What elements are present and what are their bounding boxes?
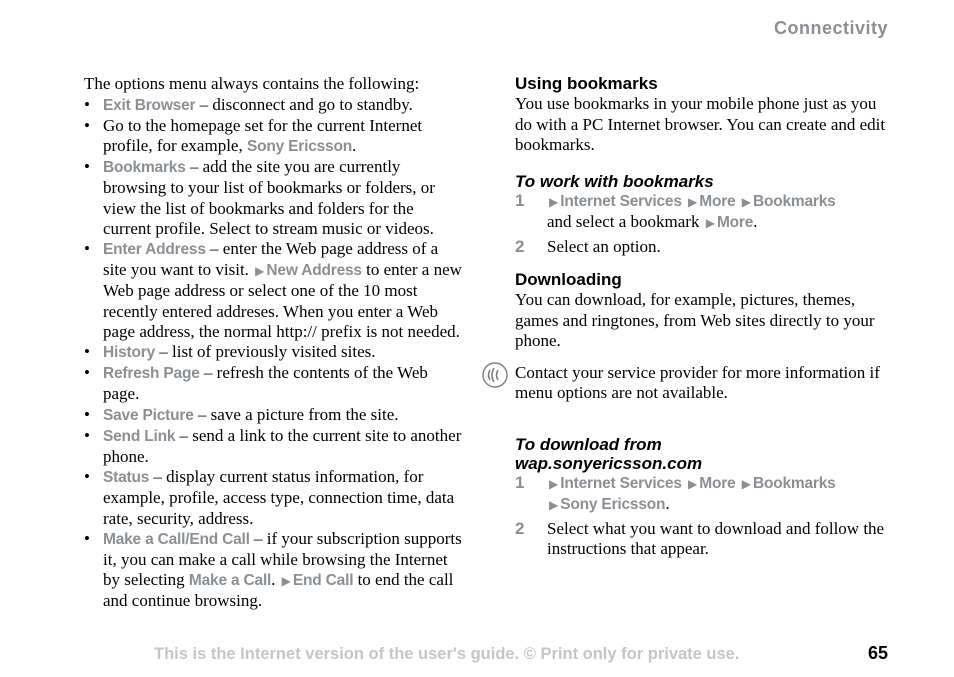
list-item: • Make a Call/End Call – if your subscription supports it, you can make a call while browsing the Internet by selecting Make a Call. ▶ End Call to end the call and continue browsing. [84,528,462,611]
page-number: 65 [867,643,888,663]
note-block: Contact your service provider for more information if menu options are not available. [515,363,895,404]
menu-item-send-link: Send Link [103,427,176,445]
list-item: • Status – display current status information, for example, profile, access type, connection time, data rate, security, address. [84,467,455,528]
list-item: • Go to the homepage set for the current Internet profile, for example, Sony Ericsson. [84,115,423,155]
menu-item-exit-browser: Exit Browser [103,96,196,114]
right-column [515,73,895,560]
menu-item-make-call-end-call: Make a Call/End Call [103,530,250,548]
options-intro: The options menu always contains the following: [84,74,420,93]
section-header: Connectivity [773,18,888,38]
list-item: • Enter Address – enter the Web page address of a site you want to visit. ▶ New Address to enter a new Web page address or select one of the 10 most recently entered addreses. When you enter a Web page address, the normal http:// prefix is not needed. [84,238,462,341]
menu-item-enter-address: Enter Address [103,240,206,258]
arrow-icon: ▶ [549,476,559,491]
step-1: 1 ▶ Internet Services ▶ More ▶ Bookmarks ▶ Sony Ericsson. [515,472,836,513]
menu-item-save-picture: Save Picture [103,406,194,424]
note-icon [481,361,509,389]
arrow-icon: ▶ [741,476,751,491]
menu-item-status: Status [103,469,150,487]
step-1: 1 ▶ Internet Services ▶ More ▶ Bookmarks and select a bookmark ▶ More. [515,190,836,231]
menu-item-bookmarks: Bookmarks [103,159,186,177]
arrow-icon: ▶ [281,574,291,589]
left-column [84,74,462,612]
arrow-icon: ▶ [255,264,265,279]
heading-downloading: Downloading [515,270,622,289]
menu-item-new-address: New Address [266,262,362,280]
list-item: • Bookmarks – add the site you are currently browsing to your list of bookmarks or folders, or view the list of bookmarks and folders for the current profile. Select to stream music or videos. [84,157,435,238]
heading-download-from: To download from wap.sonyericsson.com [515,434,703,473]
arrow-icon: ▶ [549,498,559,512]
downloading-text: You can download, for example, pictures, themes, games and ringtones, from Web sites directly to your phone. [515,290,875,350]
arrow-icon: ▶ [549,194,559,209]
list-item: • Exit Browser – disconnect and go to standby. [84,94,413,114]
heading-using-bookmarks: Using bookmarks [515,74,658,93]
footer-notice: This is the Internet version of the user's guide. © Print only for private use. [154,645,740,663]
menu-item-end-call: End Call [292,572,354,590]
list-item: • Refresh Page – refresh the contents of the Web page. [84,363,428,404]
arrow-icon: ▶ [688,194,698,209]
menu-item-sony-ericsson: Sony Ericsson [246,137,353,155]
step-2: 2 Select what you want to download and follow the instructions that appear. [515,518,885,558]
using-bookmarks-text: You use bookmarks in your mobile phone just as you do with a PC Internet browser. You can create and edit bookmarks. [515,94,886,154]
list-item: • Send Link – send a link to the current site to another phone. [84,425,462,466]
arrow-icon: ▶ [741,194,751,209]
list-item: • Save Picture – save a picture from the site. [84,404,399,424]
menu-item-refresh-page: Refresh Page [103,365,200,383]
menu-item-history: History [103,343,156,361]
heading-work-with-bookmarks: To work with bookmarks [515,171,714,191]
list-item: • History – list of previously visited sites. [84,341,376,361]
menu-item-make-a-call: Make a Call [188,572,272,590]
arrow-icon: ▶ [688,476,698,491]
arrow-icon: ▶ [705,216,715,230]
step-2: 2 Select an option. [515,236,661,256]
options-list [84,95,462,612]
